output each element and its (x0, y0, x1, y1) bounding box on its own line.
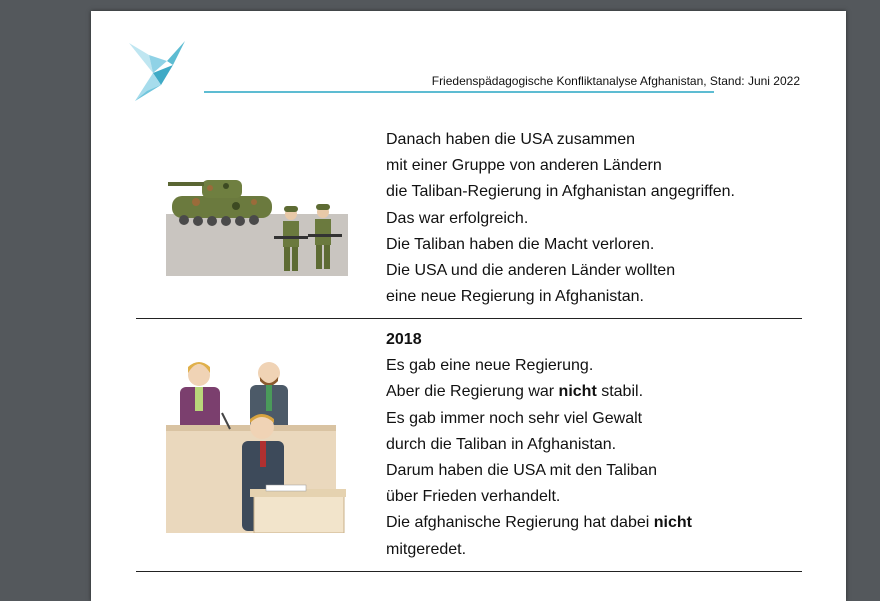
tank-and-soldiers-illustration-icon (166, 166, 351, 278)
header-title: Friedenspädagogische Konfliktanalyse Afghanistan, Stand: Juni 2022 (431, 74, 800, 88)
politicians-at-podium-illustration-icon (166, 353, 346, 533)
block2-text (386, 327, 692, 563)
emphasis-nicht: nicht (653, 514, 692, 532)
block2-line: Darum haben die USA mit den Taliban (386, 462, 657, 480)
block1-line: Das war erfolgreich. (386, 209, 529, 227)
block2-heading: 2018 (386, 331, 422, 348)
block2-line: Es gab eine neue Regierung. (386, 357, 594, 375)
text-segment: Aber die Regierung war (386, 383, 559, 401)
block2-line: mitgeredet. (386, 540, 467, 558)
block2-line: Es gab immer noch sehr viel Gewalt (386, 409, 643, 427)
section-divider (136, 571, 802, 572)
block1-line: eine neue Regierung in Afghanistan. (386, 288, 644, 306)
block1-line: Danach haben die USA zusammen (386, 131, 636, 148)
block1-line: Die USA und die anderen Länder wollten (386, 262, 676, 280)
block1-text (386, 127, 735, 310)
block2-line: durch die Taliban in Afghanistan. (386, 435, 617, 453)
header-rule (204, 91, 714, 93)
block1-line: die Taliban-Regierung in Afghanistan angegriffen. (386, 183, 735, 201)
block1-line: mit einer Gruppe von anderen Ländern (386, 157, 662, 175)
block2-line: über Frieden verhandelt. (386, 488, 561, 506)
text-segment: Die afghanische Regierung hat dabei (386, 514, 654, 532)
bird-origami-logo-icon (127, 39, 187, 103)
document-page (91, 11, 846, 601)
block2-line (386, 510, 692, 536)
section-divider (136, 318, 802, 319)
block2-line (386, 379, 692, 405)
block1-line: Die Taliban haben die Macht verloren. (386, 235, 655, 253)
text-segment: stabil. (596, 383, 644, 401)
emphasis-nicht: nicht (558, 383, 597, 401)
